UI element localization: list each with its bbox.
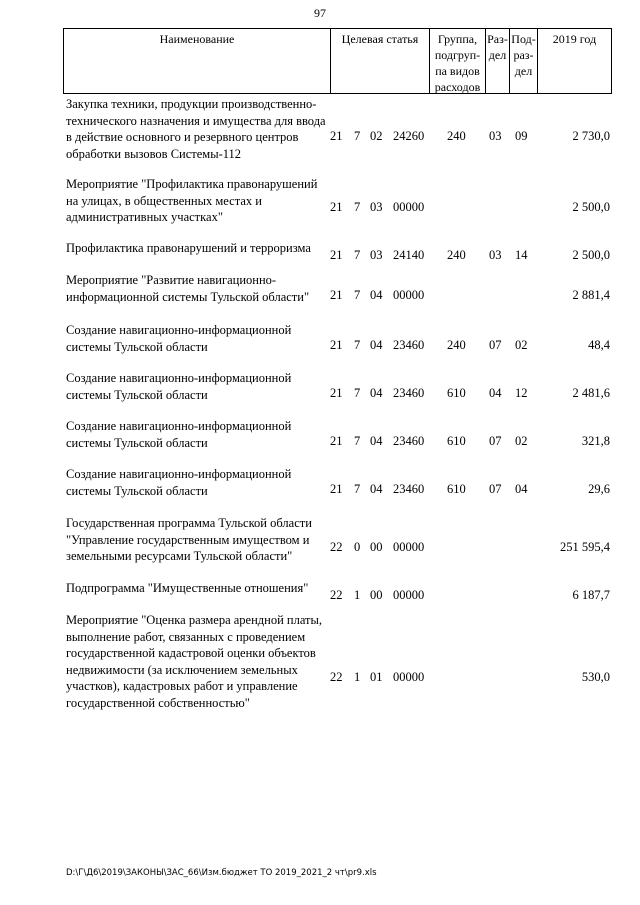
row-name: Создание навигационно-информационной системы Тульской области [66, 467, 292, 498]
row-name: Мероприятие "Развитие навигационно-информационной системы Тульской области" [66, 273, 310, 304]
row-code-b: 1 [354, 670, 361, 684]
row-code-d: 00000 [393, 540, 425, 554]
row-amount: 2 500,0 [572, 200, 610, 214]
row-code-a: 22 [330, 540, 343, 554]
row-code-b: 7 [354, 338, 361, 352]
row-name: Мероприятие "Оценка размера арендной платы, выполнение работ, связанных с проведением государственной кадастровой оценки объектов недвижимости (за исключением земельных участков), кадастровых работ и управление государственной собственностью" [66, 613, 323, 710]
row-group: 240 [447, 338, 466, 352]
row-amount: 2 481,6 [572, 386, 610, 400]
row-code-b: 7 [354, 200, 361, 214]
row-code-a: 22 [330, 588, 343, 602]
row-code-d: 24140 [393, 248, 425, 262]
row-code-d: 23460 [393, 434, 425, 448]
row-code-b: 0 [354, 540, 361, 554]
row-section: 07 [489, 338, 502, 352]
row-amount: 6 187,7 [572, 588, 610, 602]
row-group: 240 [447, 129, 466, 143]
row-code-d: 00000 [393, 288, 425, 302]
row-section: 03 [489, 248, 502, 262]
row-code-a: 21 [330, 386, 343, 400]
row-subsection: 09 [515, 129, 528, 143]
row-code-c: 03 [370, 200, 383, 214]
row-section: 04 [489, 386, 502, 400]
row-code-c: 04 [370, 386, 383, 400]
row-code-b: 1 [354, 588, 361, 602]
header-year: 2019 год [537, 28, 612, 94]
row-code-a: 22 [330, 670, 343, 684]
row-code-c: 04 [370, 434, 383, 448]
row-name: Государственная программа Тульской области "Управление государственным имуществом и земельными ресурсами Тульской области" [66, 516, 312, 563]
row-name: Профилактика правонарушений и терроризма [66, 241, 311, 255]
header-subsection: Под- раз- дел [509, 28, 537, 94]
row-code-d: 00000 [393, 588, 425, 602]
row-code-b: 7 [354, 434, 361, 448]
row-amount: 251 595,4 [560, 540, 610, 554]
row-code-c: 02 [370, 129, 383, 143]
row-code-a: 21 [330, 434, 343, 448]
row-code-d: 23460 [393, 482, 425, 496]
row-code-c: 04 [370, 338, 383, 352]
row-code-c: 01 [370, 670, 383, 684]
row-name: Создание навигационно-информационной системы Тульской области [66, 419, 292, 450]
row-amount: 321,8 [581, 434, 610, 448]
row-name: Создание навигационно-информационной системы Тульской области [66, 371, 292, 402]
page-number: 97 [314, 6, 326, 20]
row-code-d: 23460 [393, 338, 425, 352]
row-code-c: 00 [370, 540, 383, 554]
row-code-b: 7 [354, 386, 361, 400]
row-code-d: 00000 [393, 670, 425, 684]
row-code-c: 04 [370, 288, 383, 302]
row-name: Мероприятие "Профилактика правонарушений на улицах, в общественных местах и административных участках" [66, 177, 318, 224]
row-code-b: 7 [354, 248, 361, 262]
row-group: 610 [447, 386, 466, 400]
row-section: 07 [489, 482, 502, 496]
row-section: 07 [489, 434, 502, 448]
row-code-a: 21 [330, 338, 343, 352]
row-subsection: 04 [515, 482, 528, 496]
row-name: Закупка техники, продукции производственно-технического назначения и имущества для ввода в действие основного и резервного центров обработки вызовов Системы-112 [66, 97, 326, 161]
row-group: 240 [447, 248, 466, 262]
header-section: Раз- дел [485, 28, 509, 94]
row-code-a: 21 [330, 200, 343, 214]
row-subsection: 02 [515, 338, 528, 352]
row-code-d: 00000 [393, 200, 425, 214]
row-code-b: 7 [354, 129, 361, 143]
row-subsection: 14 [515, 248, 528, 262]
row-amount: 2 730,0 [572, 129, 610, 143]
row-code-c: 04 [370, 482, 383, 496]
row-group: 610 [447, 434, 466, 448]
row-code-b: 7 [354, 288, 361, 302]
row-code-a: 21 [330, 129, 343, 143]
row-amount: 2 500,0 [572, 248, 610, 262]
file-path-footer: D:\Г\Д6\2019\ЗАКОНЫ\ЗАС_66\Изм.бюджет ТО 2019_2021_2 чт\pr9.xls [66, 868, 377, 878]
row-code-a: 21 [330, 248, 343, 262]
row-subsection: 12 [515, 386, 528, 400]
row-amount: 530,0 [581, 670, 610, 684]
row-name: Подпрограмма "Имущественные отношения" [66, 581, 309, 595]
row-amount: 48,4 [588, 338, 610, 352]
header-group: Группа, подгруп- па видов расходов [429, 28, 485, 94]
row-code-b: 7 [354, 482, 361, 496]
row-code-c: 03 [370, 248, 383, 262]
row-code-a: 21 [330, 482, 343, 496]
row-code-a: 21 [330, 288, 343, 302]
row-group: 610 [447, 482, 466, 496]
header-target-article: Целевая статья [330, 28, 429, 94]
row-code-d: 24260 [393, 129, 425, 143]
row-section: 03 [489, 129, 502, 143]
row-amount: 29,6 [588, 482, 610, 496]
row-code-c: 00 [370, 588, 383, 602]
row-subsection: 02 [515, 434, 528, 448]
row-amount: 2 881,4 [572, 288, 610, 302]
header-name: Наименование [63, 28, 330, 94]
row-code-d: 23460 [393, 386, 425, 400]
row-name: Создание навигационно-информационной системы Тульской области [66, 323, 292, 354]
